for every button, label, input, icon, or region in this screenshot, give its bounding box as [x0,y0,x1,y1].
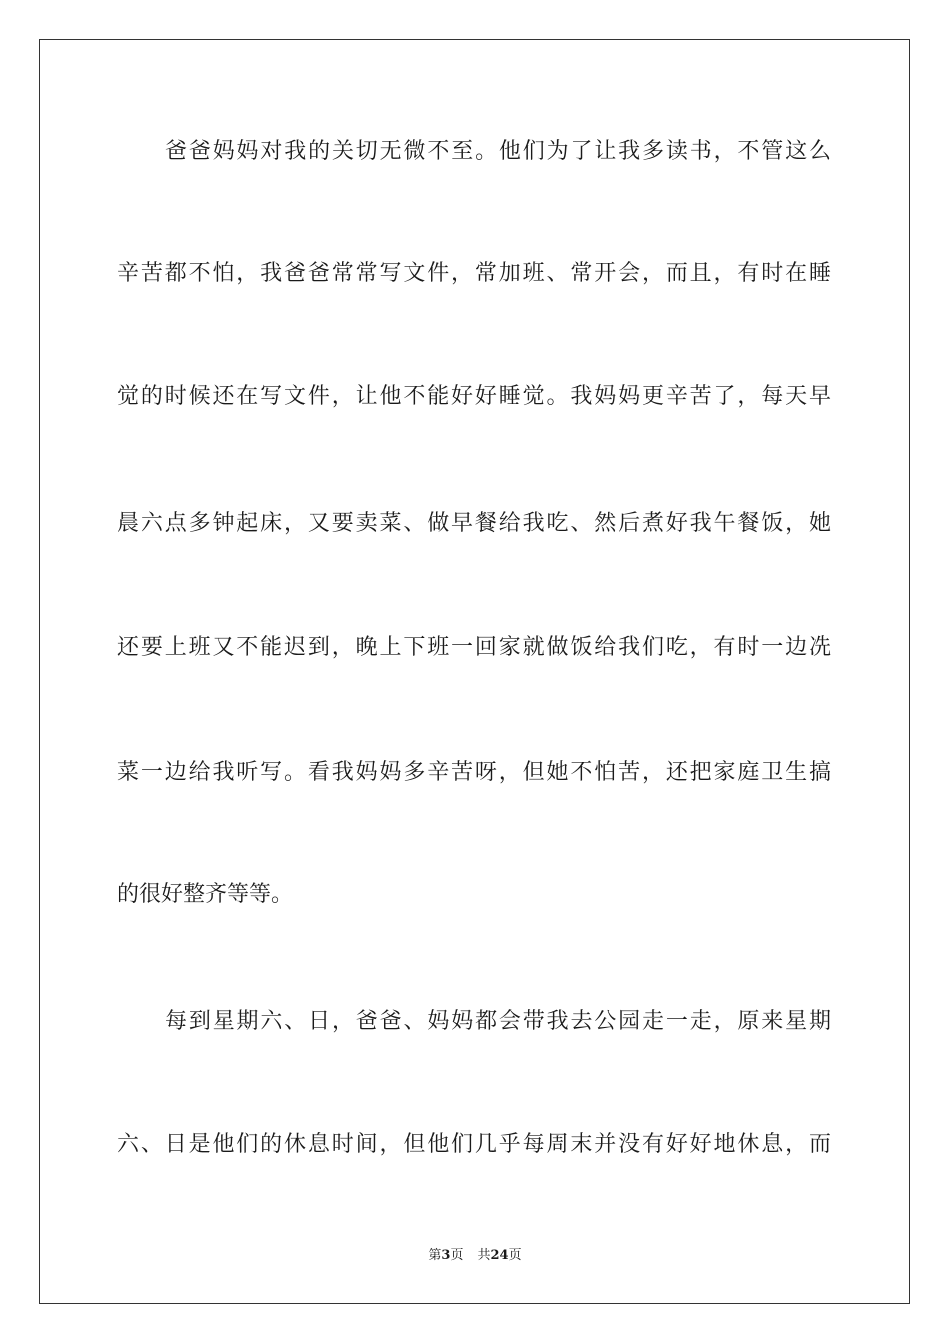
page-number-suffix: 页 [450,1248,464,1263]
page-number: 3 [441,1248,451,1263]
paragraph-1-line-2: 辛苦都不怕，我爸爸常常写文件，常加班、常开会，而且，有时在睡 [117,261,831,286]
paragraph-1-line-5: 还要上班又不能迟到，晚上下班一回家就做饭给我们吃，有时一边冼 [117,635,831,660]
paragraph-1-line-4: 晨六点多钟起床，又要卖菜、做早餐给我吃、然后煮好我午餐饭，她 [117,511,831,536]
paragraph-1-line-1: 爸爸妈妈对我的关切无微不至。他们为了让我多读书，不管这么 [165,139,831,164]
total-pages-prefix: 共 [477,1248,491,1263]
page-number-prefix: 第 [428,1248,442,1263]
page-border [39,39,910,1304]
page-footer [0,1247,950,1265]
total-pages-suffix: 页 [508,1248,522,1263]
paragraph-1-line-3: 觉的时候还在写文件，让他不能好好睡觉。我妈妈更辛苦了，每天早 [117,384,831,409]
paragraph-1-line-6: 菜一边给我听写。看我妈妈多辛苦呀，但她不怕苦，还把家庭卫生搞 [117,760,831,785]
paragraph-2-line-2: 六、日是他们的休息时间，但他们几乎每周末并没有好好地休息，而 [117,1132,831,1157]
total-pages: 24 [490,1248,509,1263]
paragraph-2-line-1: 每到星期六、日，爸爸、妈妈都会带我去公园走一走，原来星期 [165,1009,831,1034]
paragraph-1-line-7: 的很好整齐等等。 [117,882,294,907]
